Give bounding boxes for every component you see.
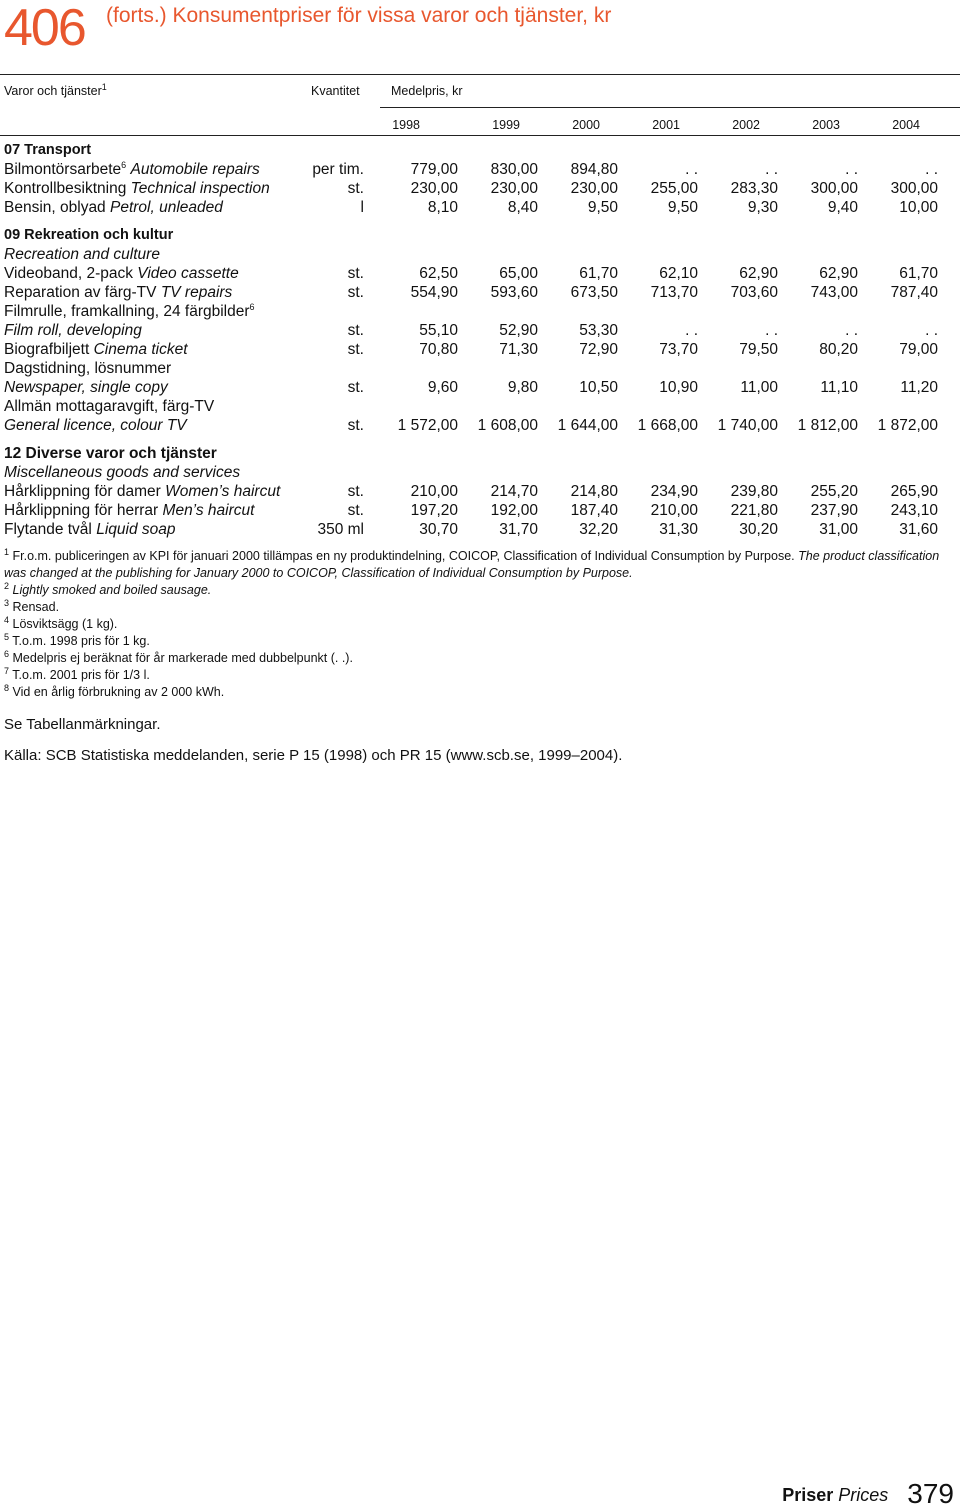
price-cell: 10,50 — [579, 379, 618, 396]
label-english: Men’s haircut — [162, 502, 255, 519]
label-swedish: Bensin, oblyad — [4, 199, 106, 216]
price-cell: 779,00 — [410, 161, 458, 178]
section-heading — [0, 444, 960, 463]
year-header: 2000 — [572, 118, 600, 132]
footnote — [4, 667, 954, 684]
row-unit: st. — [347, 417, 364, 434]
table-label-row — [0, 397, 960, 416]
row-unit: l — [360, 199, 364, 216]
row-label — [4, 179, 270, 198]
column-header-quantity: Kvantitet — [311, 84, 360, 98]
row-unit: 350 ml — [317, 521, 364, 538]
price-cell: 9,80 — [507, 379, 538, 396]
price-cell: . . — [765, 161, 778, 178]
footnote-number: 4 — [4, 614, 10, 625]
label-swedish: Kontrollbesiktning — [4, 180, 127, 197]
label-english: Cinema ticket — [93, 341, 188, 358]
row-unit: st. — [347, 379, 364, 396]
footnote-number: 2 — [4, 580, 10, 591]
price-cell: 230,00 — [410, 180, 458, 197]
row-label — [4, 378, 168, 397]
price-cell: . . — [925, 322, 938, 339]
price-cell: 210,00 — [650, 502, 698, 519]
price-cell: 713,70 — [650, 284, 698, 301]
label-english: Newspaper, single copy — [4, 379, 168, 396]
price-cell: 31,30 — [659, 521, 698, 538]
price-cell: 214,70 — [490, 483, 538, 500]
table-title: (forts.) Konsumentpriser för vissa varor och tjänster, kr — [106, 4, 612, 27]
footnote-text: T.o.m. 1998 pris för 1 kg. — [12, 634, 150, 648]
row-unit: st. — [347, 341, 364, 358]
row-label — [4, 245, 160, 264]
price-cell: 673,50 — [570, 284, 618, 301]
price-cell: 10,90 — [659, 379, 698, 396]
page-footer — [782, 1480, 954, 1507]
table-label-row — [0, 359, 960, 378]
column-header-avg-price: Medelpris, kr — [391, 84, 463, 98]
row-label — [4, 141, 91, 160]
table-number: 406 — [4, 0, 85, 57]
price-cell: 9,30 — [747, 199, 778, 216]
footnote-text: Lösviktsägg (1 kg). — [12, 617, 118, 631]
price-cell: 55,10 — [419, 322, 458, 339]
table-row — [0, 520, 960, 539]
footnote — [4, 599, 954, 616]
table-row — [0, 416, 960, 435]
label-swedish: 12 Diverse varor och tjänster — [4, 445, 217, 462]
table-row — [0, 160, 960, 179]
price-cell: 31,60 — [899, 521, 938, 538]
price-cell: 72,90 — [579, 341, 618, 358]
row-label — [4, 264, 239, 283]
label-english: Video cassette — [137, 265, 239, 282]
price-cell: 61,70 — [579, 265, 618, 282]
row-label — [4, 520, 176, 539]
label-swedish: Filmrulle, framkallning, 24 färgbilder — [4, 303, 250, 320]
price-cell: 210,00 — [410, 483, 458, 500]
price-cell: 1 812,00 — [797, 417, 858, 434]
price-cell: 283,30 — [730, 180, 778, 197]
row-label — [4, 321, 142, 340]
price-cell: 32,20 — [579, 521, 618, 538]
year-header: 2002 — [732, 118, 760, 132]
price-cell: 1 644,00 — [557, 417, 618, 434]
footnote-number: 5 — [4, 631, 10, 642]
label-swedish: Videoband, 2-pack — [4, 265, 133, 282]
footnote-number: 7 — [4, 665, 10, 676]
row-label — [4, 444, 217, 463]
price-cell: 62,10 — [659, 265, 698, 282]
price-cell: 9,60 — [427, 379, 458, 396]
price-cell: 894,80 — [570, 161, 618, 178]
price-cell: 10,00 — [899, 199, 938, 216]
price-cell: 237,90 — [810, 502, 858, 519]
row-label — [4, 160, 260, 179]
footnote — [4, 684, 954, 701]
year-header: 2004 — [892, 118, 920, 132]
label-swedish: Bilmontörsarbete — [4, 161, 122, 178]
row-label — [4, 463, 240, 482]
row-label — [4, 359, 171, 378]
table-label-row — [0, 463, 960, 482]
section-heading — [0, 226, 960, 245]
year-header: 2003 — [812, 118, 840, 132]
label-swedish: Reparation av färg-TV — [4, 284, 157, 301]
price-cell: 300,00 — [890, 180, 938, 197]
price-cell: 830,00 — [490, 161, 538, 178]
price-cell: . . — [925, 161, 938, 178]
row-unit: st. — [347, 284, 364, 301]
row-unit: st. — [347, 322, 364, 339]
column-header-goods: Varor och tjänster$^1$ — [4, 81, 107, 98]
footnote-text: Medelpris ej beräknat för år markerade med dubbelpunkt (. .). — [12, 651, 353, 665]
footnote-text: Fr.o.m. publiceringen av KPI för januari 2000 tillämpas en ny produktindelning, COICOP, Classification of Individual Consumption by Purpose. — [12, 549, 795, 563]
price-cell: 1 572,00 — [397, 417, 458, 434]
footnote-number: 8 — [4, 682, 10, 693]
footer-section-en: Prices — [838, 1485, 889, 1505]
row-label — [4, 397, 214, 416]
price-cell: 62,50 — [419, 265, 458, 282]
footnote-text-english: Lightly smoked and boiled sausage. — [12, 583, 212, 597]
footnote-number: 6 — [4, 648, 10, 659]
price-cell: 8,10 — [427, 199, 458, 216]
label-swedish: 09 Rekreation och kultur — [4, 227, 174, 243]
header-rule-mid — [380, 107, 960, 108]
row-unit: st. — [347, 180, 364, 197]
row-unit: st. — [347, 265, 364, 282]
label-swedish: Hårklippning för herrar — [4, 502, 159, 519]
price-cell: 62,90 — [739, 265, 778, 282]
label-english: Automobile repairs — [130, 161, 260, 178]
label-swedish: Biografbiljett — [4, 341, 90, 358]
price-cell: . . — [765, 322, 778, 339]
row-unit: st. — [347, 502, 364, 519]
label-english: Liquid soap — [96, 521, 176, 538]
footnote-text: Rensad. — [12, 600, 60, 614]
footnote — [4, 650, 954, 667]
label-english: Women’s haircut — [165, 483, 281, 500]
price-cell: 79,50 — [739, 341, 778, 358]
table-row — [0, 501, 960, 520]
footnote — [4, 548, 954, 582]
year-header: 1999 — [492, 118, 520, 132]
page-number: 379 — [907, 1478, 954, 1509]
row-label — [4, 226, 173, 245]
price-cell: 214,80 — [570, 483, 618, 500]
source-note: Källa: SCB Statistiska meddelanden, serie P 15 (1998) och PR 15 (www.scb.se, 1999–2004). — [4, 747, 623, 764]
price-cell: 9,50 — [667, 199, 698, 216]
section-heading — [0, 141, 960, 160]
label-english: Recreation and culture — [4, 246, 160, 263]
price-cell: 243,10 — [890, 502, 938, 519]
price-cell: 30,70 — [419, 521, 458, 538]
price-cell: 230,00 — [490, 180, 538, 197]
row-unit: st. — [347, 483, 364, 500]
table-row — [0, 179, 960, 198]
footnote-number: 1 — [4, 546, 10, 557]
label-english: TV repairs — [160, 284, 233, 301]
row-label — [4, 482, 280, 501]
price-cell: 61,70 — [899, 265, 938, 282]
footnote-ref: 6 — [249, 301, 255, 312]
label-english: Technical inspection — [130, 180, 270, 197]
price-cell: 593,60 — [490, 284, 538, 301]
price-cell: 743,00 — [810, 284, 858, 301]
see-also-note: Se Tabellanmärkningar. — [4, 716, 161, 733]
label-swedish: Flytande tvål — [4, 521, 92, 538]
footnote — [4, 616, 954, 633]
price-cell: 221,80 — [730, 502, 778, 519]
price-cell: 1 668,00 — [637, 417, 698, 434]
header-rule-bottom — [0, 135, 960, 136]
price-cell: 255,00 — [650, 180, 698, 197]
price-cell: 554,90 — [410, 284, 458, 301]
price-cell: 11,10 — [820, 379, 858, 396]
label-swedish: Allmän mottagaravgift, färg-TV — [4, 398, 215, 415]
price-cell: . . — [845, 322, 858, 339]
price-cell: 62,90 — [819, 265, 858, 282]
footnote-number: 3 — [4, 597, 10, 608]
price-cell: 230,00 — [570, 180, 618, 197]
price-cell: 30,20 — [739, 521, 778, 538]
price-cell: 1 740,00 — [717, 417, 778, 434]
table-row — [0, 321, 960, 340]
label-english: General licence, colour TV — [4, 417, 187, 434]
header-rule-top — [0, 74, 960, 75]
price-cell: 300,00 — [810, 180, 858, 197]
price-cell: 239,80 — [730, 483, 778, 500]
price-cell: 265,90 — [890, 483, 938, 500]
price-cell: 787,40 — [890, 284, 938, 301]
price-cell: 255,20 — [810, 483, 858, 500]
label-english: Miscellaneous goods and services — [4, 464, 241, 481]
price-cell: 9,40 — [827, 199, 858, 216]
price-cell: 31,70 — [499, 521, 538, 538]
price-cell: . . — [845, 161, 858, 178]
price-cell: 80,20 — [819, 341, 858, 358]
price-cell: . . — [685, 161, 698, 178]
price-cell: 8,40 — [507, 199, 538, 216]
table-label-row — [0, 302, 960, 321]
table-row — [0, 340, 960, 359]
price-cell: 192,00 — [490, 502, 538, 519]
table-row — [0, 378, 960, 397]
price-cell: 11,00 — [740, 379, 778, 396]
price-cell: . . — [685, 322, 698, 339]
year-header: 2001 — [652, 118, 680, 132]
footnote-text: T.o.m. 2001 pris för 1/3 l. — [12, 668, 150, 682]
table-row — [0, 198, 960, 217]
table-row — [0, 482, 960, 501]
row-label — [4, 501, 254, 520]
footnotes — [4, 548, 954, 701]
price-cell: 234,90 — [650, 483, 698, 500]
row-label — [4, 302, 255, 321]
price-cell: 187,40 — [570, 502, 618, 519]
label-english: Film roll, developing — [4, 322, 142, 339]
footnote — [4, 633, 954, 650]
price-cell: 31,00 — [819, 521, 858, 538]
price-cell: 52,90 — [499, 322, 538, 339]
row-unit: per tim. — [312, 161, 364, 178]
row-label — [4, 283, 232, 302]
row-label — [4, 416, 187, 435]
price-table-body — [0, 141, 960, 539]
price-cell: 1 872,00 — [877, 417, 938, 434]
table-row — [0, 264, 960, 283]
price-cell: 53,30 — [579, 322, 618, 339]
price-cell: 70,80 — [419, 341, 458, 358]
price-cell: 79,00 — [899, 341, 938, 358]
price-cell: 703,60 — [730, 284, 778, 301]
footnote-ref: 6 — [121, 159, 127, 170]
table-label-row — [0, 245, 960, 264]
year-header: 1998 — [392, 118, 420, 132]
price-cell: 73,70 — [659, 341, 698, 358]
label-swedish: 07 Transport — [4, 142, 92, 158]
label-swedish: Hårklippning för damer — [4, 483, 161, 500]
footnote — [4, 582, 954, 599]
table-row — [0, 283, 960, 302]
label-english: Petrol, unleaded — [110, 199, 223, 216]
price-cell: 197,20 — [410, 502, 458, 519]
price-cell: 11,20 — [900, 379, 938, 396]
price-cell: 65,00 — [499, 265, 538, 282]
footnote-text-english: The product classification was changed at the publishing for January 2000 to COICOP, Classification of Individual Consumption by Purpose. — [4, 549, 940, 580]
label-swedish: Dagstidning, lösnummer — [4, 360, 172, 377]
footer-section-sv: Priser — [782, 1485, 834, 1505]
price-cell: 1 608,00 — [477, 417, 538, 434]
price-cell: 9,50 — [587, 199, 618, 216]
row-label — [4, 340, 188, 359]
row-label — [4, 198, 223, 217]
footnote-text: Vid en årlig förbrukning av 2 000 kWh. — [12, 685, 225, 699]
price-cell: 71,30 — [499, 341, 538, 358]
